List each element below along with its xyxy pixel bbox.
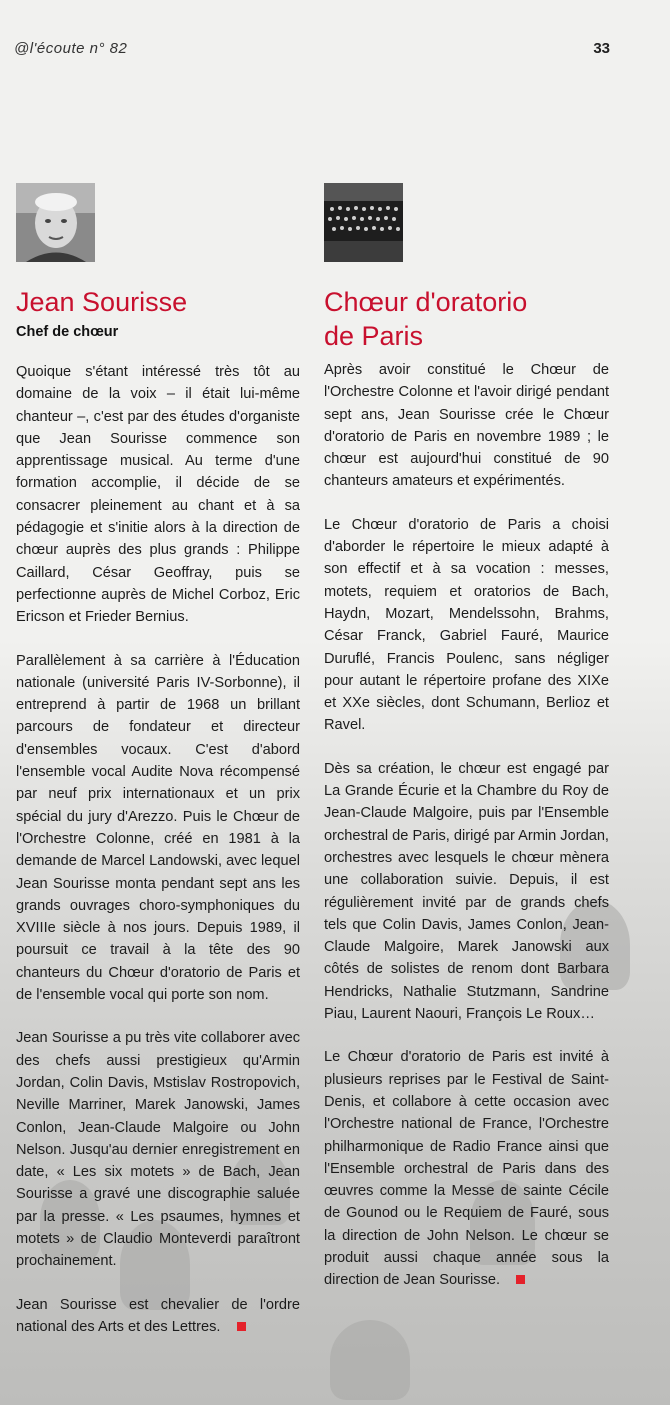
end-mark-icon bbox=[237, 1322, 246, 1331]
portrait-photo bbox=[16, 183, 95, 262]
paragraph: Quoique s'étant intéressé très tôt au domaine de la voix – il était lui-même chanteur –, c'est par des études d'organiste que Jean Sourisse commence son apprentissage musical. Au terme d'une formation accomplie, il décide de se consacrer pleinement au chant et à sa pédagogie et s'initie alors à la direction de chœur auprès des plus grands : Philippe Caillard, César Geoffray, puis se perfectionne auprès de Michel Corboz, Eric Ericson et Frieder Bernius. bbox=[16, 364, 300, 626]
portrait-photo-icon bbox=[16, 183, 95, 262]
section-title-line: Chœur d'oratorio bbox=[324, 287, 528, 317]
paragraph: Jean Sourisse a pu très vite collaborer avec des chefs aussi prestigieux qu'Armin Jordan, Colin Davis, Mstislav Rostropovich, Neville Marriner, Marek Janowski, James Conlon, Jean-Claude Malgoire ou John Nelson. Jusqu'au dernier enregistrement en date, « Les six motets » de Bach, Jean Sourisse a gravé une discographie saluée par la presse. « Les psaumes, hymnes et motets » de Claudio Monteverdi paraîtront prochainement. bbox=[16, 1030, 300, 1270]
section-title: Jean Sourisse bbox=[16, 287, 188, 317]
paragraph bbox=[16, 1294, 300, 1339]
section-subtitle: Chef de chœur bbox=[16, 324, 119, 340]
end-mark-icon bbox=[516, 1275, 525, 1284]
paragraph: Parallèlement à sa carrière à l'Éducation nationale (université Paris IV-Sorbonne), il entreprend à partir de 1968 un brillant parcours de fondateur et directeur d'ensembles vocaux. C'est d'abord l'ensemble vocal Audite Nova récompensé par neuf prix internationaux et un prix spécial du jury d'Arezzo. Puis le Chœur de l'Orchestre Colonne, créé en 1981 à la demande de Marcel Landowski, avec lequel Jean Sourisse monta pendant sept ans les grands ouvrages choro-symphoniques du XVIIIe siècle à nos jours. Depuis 1989, il poursuit ce travail à la tête des 90 chanteurs du Chœur d'oratorio de Paris et de l'ensemble vocal qui porte son nom. bbox=[16, 652, 300, 1004]
right-body-text bbox=[324, 359, 609, 1292]
left-body-text bbox=[16, 361, 300, 1338]
choir-photo bbox=[324, 183, 403, 262]
paragraph: Le Chœur d'oratorio de Paris a choisi d'aborder le répertoire le mieux adapté à son effectif et à sa vocation : messes, motets, requiem et oratorios de Bach, Haydn, Mozart, Mendelssohn, Brahms, César Franck, Gabriel Fauré, Maurice Duruflé, Francis Poulenc, sans négliger pour autant le répertoire profane des XIXe et XXe siècles, dont Schumann, Berlioz et Ravel. bbox=[324, 516, 609, 734]
section-title-line: de Paris bbox=[324, 321, 424, 351]
paragraph: Après avoir constitué le Chœur de l'Orchestre Colonne et l'avoir dirigé pendant sept ans, Jean Sourisse crée le Chœur d'oratorio de Paris en novembre 1989 ; le chœur est aujourd'hui constitué de 90 chanteurs amateurs et expérimentés. bbox=[324, 362, 609, 490]
paragraph bbox=[324, 1046, 609, 1291]
page-number: 33 bbox=[593, 40, 610, 57]
paragraph: Dès sa création, le chœur est engagé par La Grande Écurie et la Chambre du Roy de Jean-Claude Malgoire, puis par l'Ensemble orchestral de Paris, dirigé par Armin Jordan, orchestres avec lesquels le chœur mènera une collaboration suivie. Depuis, il est régulièrement invité par de grands chefs tels que Colin Davis, James Conlon, Jean-Claude Malgoire, Marek Janowski aux côtés de solistes de renom dont Barbara Hendricks, Nathalie Stutzmann, Sandrine Piau, Laurent Naouri, François Le Roux… bbox=[324, 760, 609, 1023]
background-figure bbox=[330, 1320, 410, 1400]
paragraph-text: Jean Sourisse est chevalier de l'ordre national des Arts et des Lettres. bbox=[16, 1296, 300, 1335]
section-title bbox=[324, 285, 614, 353]
choir-photo-icon bbox=[324, 183, 403, 262]
magazine-header: @l'écoute n° 82 bbox=[14, 40, 128, 57]
paragraph-text: Le Chœur d'oratorio de Paris est invité à plusieurs reprises par le Festival de Saint-Denis, et collabore à cette occasion avec l'Orchestre national de France, l'Orchestre philharmonique de Radio France ainsi que l'Ensemble orchestral de Paris dans des œuvres comme la Messe de sainte Cécile de Gounod ou le Requiem de Fauré, sous la direction de John Nelson. Le chœur se produit aussi chaque année sous la direction de Jean Sourisse. bbox=[324, 1049, 609, 1289]
